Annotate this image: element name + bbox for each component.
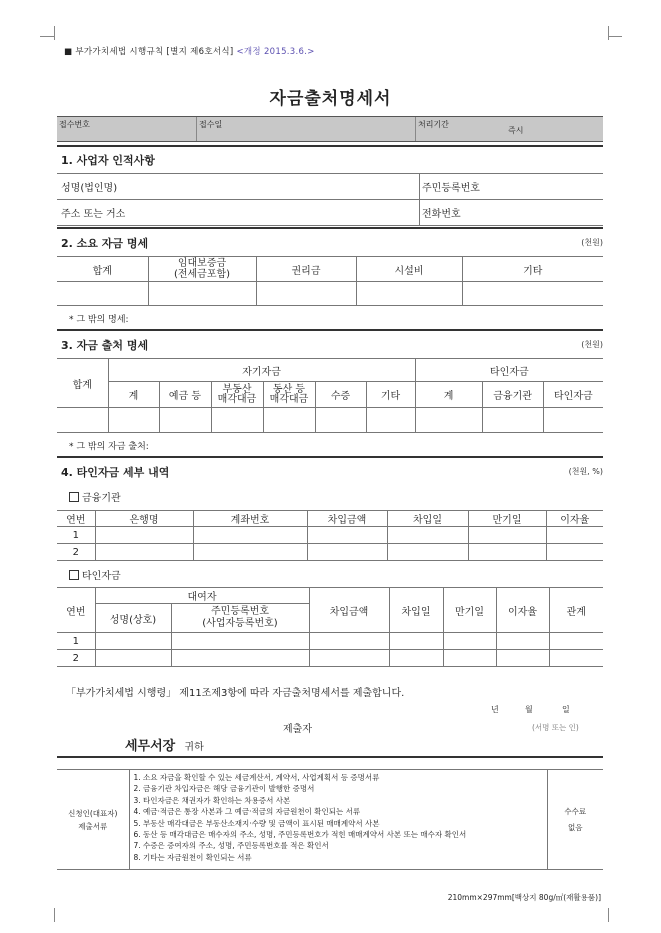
section2-heading: 2. 소요 자금 명세 <box>61 237 149 250</box>
declaration-text: 「부가가치세법 시행령」 제11조제3항에 따라 자금출처명세서를 제출합니다. <box>66 688 405 699</box>
table-row <box>57 633 603 650</box>
other-col: 타인자금 <box>543 382 603 408</box>
receipt-bar <box>57 116 603 142</box>
crop-mark-bl <box>40 908 55 922</box>
other-col-no: 연번 <box>57 588 95 633</box>
section2-unit: (천원) <box>581 238 603 247</box>
table-row <box>57 527 603 544</box>
financial-title: 금융기관 <box>82 493 121 504</box>
section3-unit: (천원) <box>581 340 603 349</box>
law-reference <box>64 45 315 57</box>
input-cell[interactable] <box>549 650 603 667</box>
fee-label: 수수료 <box>564 806 587 816</box>
other-col: 만기일 <box>443 588 496 633</box>
input-cell[interactable] <box>415 408 482 433</box>
table-row <box>57 544 603 561</box>
page-title: 자금출처명세서 <box>269 89 392 109</box>
input-total[interactable] <box>57 282 148 306</box>
crop-line-tl <box>40 36 54 37</box>
section3-note: * 그 밖의 자금 출처: <box>69 442 149 452</box>
input-cell[interactable] <box>387 544 468 561</box>
input-cell[interactable] <box>108 408 159 433</box>
input-cell[interactable] <box>307 527 387 544</box>
input-cell[interactable] <box>193 544 307 561</box>
input-cell[interactable] <box>468 544 546 561</box>
revision-text: <개정 2015.3.6.> <box>236 47 315 57</box>
submitter-label: 제출자 <box>283 724 312 735</box>
input-cell[interactable] <box>546 527 603 544</box>
name-field[interactable] <box>57 174 420 200</box>
input-cell[interactable] <box>387 527 468 544</box>
period-value: 즉시 <box>508 126 524 135</box>
own-col: 계 <box>108 382 159 408</box>
input-cell[interactable] <box>543 408 603 433</box>
row-number: 2 <box>57 544 95 561</box>
section1-heading: 1. 사업자 인적사항 <box>61 154 155 167</box>
list-item: 4. 예금·적금은 통장 사본과 그 예금·적금의 자금원천이 확인되는 서류 <box>133 807 361 817</box>
col-premium: 권리금 <box>256 257 356 282</box>
table-row <box>57 650 603 667</box>
signature-area[interactable]: (서명 또는 인) <box>532 723 579 732</box>
receipt-divider <box>415 117 416 141</box>
law-ref-text: 부가가치세법 시행규칙 [별지 제6호서식] <box>75 47 234 57</box>
tax-office: 세무서장 <box>125 739 176 754</box>
input-cell[interactable] <box>315 408 366 433</box>
name-label: 성명(법인명) <box>61 183 118 194</box>
crop-mark-tr <box>608 26 623 40</box>
input-cell[interactable] <box>95 650 171 667</box>
section2-note: * 그 밖의 명세: <box>69 315 129 325</box>
input-other[interactable] <box>462 282 603 306</box>
input-cell[interactable] <box>468 527 546 544</box>
divider <box>57 756 603 758</box>
lender-col: 주민등록번호 (사업자등록번호) <box>171 604 309 633</box>
fin-col: 은행명 <box>95 511 193 527</box>
rrn-field[interactable] <box>420 174 604 200</box>
other-col: 이자율 <box>496 588 549 633</box>
phone-field[interactable] <box>420 200 604 226</box>
fin-col: 차입금액 <box>307 511 387 527</box>
attachments-list <box>129 770 547 870</box>
fin-col: 연번 <box>57 511 95 527</box>
fee-cell <box>547 770 603 870</box>
input-cell[interactable] <box>95 527 193 544</box>
col-total: 합계 <box>57 257 148 282</box>
checkbox-financial[interactable] <box>69 492 79 502</box>
lender-group: 대여자 <box>95 588 309 604</box>
input-deposit[interactable] <box>148 282 256 306</box>
other-col: 차입일 <box>389 588 443 633</box>
input-cell[interactable] <box>389 650 443 667</box>
own-col: 기타 <box>366 382 415 408</box>
other-col: 차입금액 <box>309 588 389 633</box>
fin-col: 이자율 <box>546 511 603 527</box>
input-cell[interactable] <box>171 633 309 650</box>
own-col: 수증 <box>315 382 366 408</box>
input-cell[interactable] <box>443 633 496 650</box>
row-number: 2 <box>57 650 95 667</box>
input-cell[interactable] <box>171 650 309 667</box>
input-premium[interactable] <box>256 282 356 306</box>
section4-unit: (천원, %) <box>568 467 603 476</box>
input-cell[interactable] <box>546 544 603 561</box>
section-borrowed-details <box>57 458 603 667</box>
input-cell[interactable] <box>309 633 389 650</box>
section-fund-sources <box>57 331 603 455</box>
fin-col: 만기일 <box>468 511 546 527</box>
row-number: 1 <box>57 633 95 650</box>
input-cell[interactable] <box>482 408 543 433</box>
receipt-no-label: 접수번호 <box>59 120 90 129</box>
date-year: 년 <box>491 705 499 714</box>
own-col: 동산 등 매각대금 <box>263 382 315 408</box>
input-cell[interactable] <box>307 544 387 561</box>
other-col: 계 <box>415 382 482 408</box>
date-month: 월 <box>525 705 533 714</box>
checkbox-other[interactable] <box>69 570 79 580</box>
list-item: 1. 소요 자금을 확인할 수 있는 세금계산서, 계약서, 사업계획서 등 증명서류 <box>133 773 380 782</box>
phone-label: 전화번호 <box>422 209 461 220</box>
section4-heading: 4. 타인자금 세부 내역 <box>61 466 170 479</box>
attachments-table <box>57 769 603 870</box>
fee-value: 없음 <box>568 822 583 832</box>
col-sum: 합계 <box>57 359 108 408</box>
own-col: 예금 등 <box>159 382 211 408</box>
input-cell[interactable] <box>496 650 549 667</box>
input-cell[interactable] <box>263 408 315 433</box>
other-col: 관계 <box>549 588 603 633</box>
input-cell[interactable] <box>443 650 496 667</box>
applicant-table <box>57 173 603 226</box>
fin-col: 차입일 <box>387 511 468 527</box>
fin-col: 계좌번호 <box>193 511 307 527</box>
fund-sources-table <box>57 358 603 433</box>
list-item: 6. 동산 등 매각대금은 매수자의 주소, 성명, 주민등록번호가 적힌 매매계약서 사본 또는 매수자 확인서 <box>133 830 467 840</box>
row-number: 1 <box>57 527 95 544</box>
list-item: 5. 부동산 매각대금은 부동산소재지·수량 및 금액이 표시된 매매계약서 사본 <box>133 818 380 828</box>
other-title: 타인자금 <box>82 571 121 582</box>
period-label: 처리기간 <box>418 120 449 129</box>
own-col: 부동산 매각대금 <box>211 382 263 408</box>
lender-col: 성명(상호) <box>95 604 171 633</box>
input-cell[interactable] <box>366 408 415 433</box>
input-cell[interactable] <box>211 408 263 433</box>
list-item: 3. 타인자금은 채권자가 확인하는 차용증서 사본 <box>133 795 291 805</box>
addressee <box>125 735 204 754</box>
required-funds-table <box>57 256 603 306</box>
other-funds-group: 타인자금 <box>415 359 603 382</box>
list-item: 7. 수증은 증여자의 주소, 성명, 주민등록번호를 적은 확인서 <box>133 841 329 851</box>
bullet-icon: ■ <box>64 47 73 57</box>
section-required-funds <box>57 229 603 328</box>
input-cell[interactable] <box>309 650 389 667</box>
receipt-divider <box>196 117 197 141</box>
input-cell[interactable] <box>549 633 603 650</box>
col-facility: 시설비 <box>356 257 462 282</box>
input-cell[interactable] <box>57 408 108 433</box>
honorific: 귀하 <box>184 742 204 753</box>
list-item: 2. 금융기관 차입자금은 해당 금융기관이 발행한 증명서 <box>133 784 315 794</box>
address-field[interactable] <box>57 200 420 226</box>
input-cell[interactable] <box>193 527 307 544</box>
financial-subtitle <box>57 485 603 510</box>
crop-mark-br <box>608 908 623 922</box>
other-subtitle <box>57 561 603 587</box>
other-lender-table <box>57 587 603 667</box>
attachments-label: 신청인(대표자) 제출서류 <box>57 770 129 870</box>
input-cell[interactable] <box>389 633 443 650</box>
list-item: 8. 기타는 자금원천이 확인되는 서류 <box>133 852 252 862</box>
section-applicant <box>57 146 603 226</box>
input-cell[interactable] <box>95 633 171 650</box>
col-deposit: 임대보증금 (전세금포함) <box>148 257 256 282</box>
address-label: 주소 또는 거소 <box>61 209 126 220</box>
input-facility[interactable] <box>356 282 462 306</box>
financial-table <box>57 510 603 561</box>
footer-paper-spec: 210mm×297mm[백상지 80g/㎡(재활용품)] <box>447 893 601 902</box>
input-cell[interactable] <box>159 408 211 433</box>
rrn-label: 주민등록번호 <box>422 183 480 194</box>
input-cell[interactable] <box>95 544 193 561</box>
crop-mark-tl <box>40 26 55 40</box>
section3-heading: 3. 자금 출처 명세 <box>61 339 149 352</box>
date-day: 일 <box>562 705 570 714</box>
input-cell[interactable] <box>496 633 549 650</box>
crop-line-tr <box>608 36 622 37</box>
other-col: 금융기관 <box>482 382 543 408</box>
col-other: 기타 <box>462 257 603 282</box>
own-funds-group: 자기자금 <box>108 359 415 382</box>
receipt-date-label: 접수일 <box>199 120 223 129</box>
